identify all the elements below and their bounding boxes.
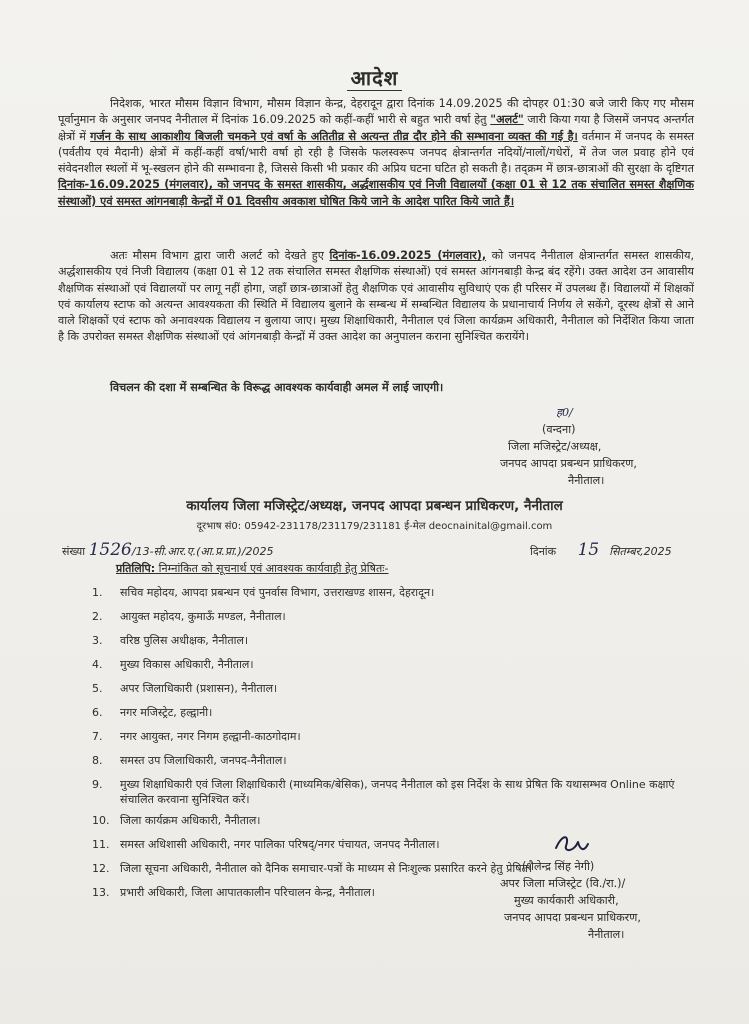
office-email: deocnainital@gmail.com (428, 521, 553, 532)
dm-signature-block (500, 404, 700, 489)
dispatch-number-handwritten: 1526 (88, 540, 132, 560)
list-item: 4. मुख्य विकास अधिकारी, नैनीताल। (92, 658, 254, 671)
list-item: 5. अपर जिलाधिकारी (प्रशासन), नैनीताल। (92, 682, 278, 695)
list-item: 1. सचिव महोदय, आपदा प्रबन्धन एवं पुनर्वास विभाग, उत्तराखण्ड शासन, देहरादून। (92, 586, 435, 599)
adm-name: (शैलेन्द्र सिंह नेगी) (522, 860, 595, 873)
adm-title-2: मुख्य कार्यकारी अधिकारी, (514, 894, 619, 907)
signer-place: नैनीताल। (568, 474, 605, 487)
signer-name: (वन्दना) (542, 423, 576, 436)
order-paragraph-3: विचलन की दशा में सम्बन्धित के विरूद्ध आवश्यक कार्यवाही अमल में लाई जाएगी। (110, 381, 444, 394)
order-title: आदेश (0, 64, 749, 91)
signed-mark: ह0/ (556, 406, 573, 419)
list-item: 9. मुख्य शिक्षाधिकारी एवं जिला शिक्षाधिकारी (माध्यमिक/बेसिक), जनपद नैनीताल को इस निर्देश के साथ प्रेषित कि यथासम्भव Online कक्षाएं संचालित करवाना सुनिश्चित करें। (92, 778, 675, 806)
dispatch-date-handwritten: 15 (577, 540, 600, 560)
dispatch-number: संख्या 1526/13-सी.आर.ए.(आ.प्र.प्रा.)/2025 (62, 540, 274, 560)
adm-title-3: जनपद आपदा प्रबन्धन प्राधिकरण, (504, 911, 641, 924)
adm-title-1: अपर जिला मजिस्ट्रेट (वि./रा.)/ (500, 877, 626, 890)
order-paragraph-1: निदेशक, भारत मौसम विज्ञान विभाग, मौसम विज्ञान केन्द्र, देहरादून द्वारा दिनांक 14.09.2025 की दोपहर 01:30 बजे जारी किए गए मौसम पूर्वानुमान के अनुसार जनपद नैनीताल में दिनांक 16.09.2025 को कहीं-कहीं भारी से बहुत भारी वर्षा हेतु "अलर्ट" जारी किया गया है जिसमें जनपद अन्तर्गत क्षेत्रों में गर्जन के साथ आकाशीय बिजली चमकने एवं वर्षा के अतितीव्र से अत्यन्त तीव्र दौर होने की सम्भावना व्यक्त की गई है। वर्तमान में जनपद के समस्त (पर्वतीय एवं मैदानी) क्षेत्रों में कहीं-कहीं वर्षा/भारी वर्षा हो रही है जिसके फलस्वरूप जनपद क्षेत्रान्तर्गत नदियों/नालों/गधेरों, में तेज जल प्रवाह होने एवं संवेदनशील स्थलों में भू-स्खलन होने की सम्भावना है, जिससे किसी भी प्रकार की अप्रिय घटना घटित हो सकती है। तद्क्रम में छात्र-छात्राओं की सुरक्षा के दृष्टिगत दिनांक-16.09.2025 (मंगलवार), को जनपद के समस्त शासकीय, अर्द्धशासकीय एवं निजी विद्यालयों (कक्षा 01 से 12 तक संचालित समस्त शैक्षणिक संस्थाओं) एवं समस्त आंगनबाड़ी केन्द्रों में 01 दिवसीय अवकाश घोषित किये जाने के आदेश पारित किये जाते हैं। (58, 97, 694, 208)
list-item: 12. जिला सूचना अधिकारी, नैनीताल को दैनिक समाचार-पत्रों के माध्यम से निःशुल्क प्रसारित करने हेतु प्रेषित। (92, 862, 533, 875)
list-item: 7. नगर आयुक्त, नगर निगम हल्द्वानी-काठगोदाम। (92, 730, 301, 743)
signer-title-1: जिला मजिस्ट्रेट/अध्यक्ष, (508, 440, 602, 453)
signature-scribble (552, 830, 592, 858)
adm-place: नैनीताल। (588, 928, 625, 941)
order-paragraph-2: अतः मौसम विभाग द्वारा जारी अलर्ट को देखते हुए दिनांक-16.09.2025 (मंगलवार), को जनपद नैनीताल क्षेत्रान्तर्गत समस्त शासकीय, अर्द्धशासकीय एवं निजी विद्यालय (कक्षा 01 से 12 तक संचालित समस्त शैक्षणिक संस्थाओं) एवं समस्त आंगनबाड़ी केन्द्र बंद रहेंगे। उक्त आदेश उन आवासीय शैक्षणिक संस्थाओं एवं विद्यालयों पर लागू नहीं होगा, जहाँ छात्र-छात्राओं हेतु शैक्षणिक एवं आवासीय सुविधाएं एक ही परिसर में उपलब्ध हैं। विद्यालयों में शिक्षकों एवं कार्यालय स्टाफ को अत्यन्त आवश्यकता की स्थिति में विद्यालय बुलाने के सम्बन्ध में सम्बन्धित विद्यालय के प्रधानाचार्य निर्णय ले सकेंगे, दूरस्थ क्षेत्रों से आने वाले शिक्षकों एवं स्टाफ को अनावश्यक विद्यालय न बुलाया जाए। मुख्य शिक्षाधिकारी, नैनीताल एवं जिला कार्यक्रम अधिकारी, नैनीताल को निर्देशित किया जाता है कि उपरोक्त समस्त शैक्षणिक संस्थाओं एवं आंगनबाड़ी केन्द्रों में उक्त आदेश का अनुपालन कराना सुनिश्चित करायेंगे। (58, 249, 695, 344)
office-contact: दूरभाष सं0: 05942-231178/231179/231181 ई-मेल deocnainital@gmail.com (196, 521, 553, 532)
list-item: 2. आयुक्त महोदय, कुमाऊँ मण्डल, नैनीताल। (92, 610, 286, 623)
signer-title-2: जनपद आपदा प्रबन्धन प्राधिकरण, (500, 457, 637, 470)
list-item: 10. जिला कार्यक्रम अधिकारी, नैनीताल। (92, 814, 261, 827)
list-item: 13. प्रभारी अधिकारी, जिला आपातकालीन परिचालन केन्द्र, नैनीताल। (92, 886, 375, 899)
office-heading: कार्यालय जिला मजिस्ट्रेट/अध्यक्ष, जनपद आपदा प्रबन्धन प्राधिकरण, नैनीताल (186, 498, 563, 514)
copy-intro: प्रतिलिपि: निम्नांकित को सूचनार्थ एवं आवश्यक कार्यवाही हेतु प्रेषितः- (116, 562, 389, 575)
list-item: 3. वरिष्ठ पुलिस अधीक्षक, नैनीताल। (92, 634, 249, 647)
list-item: 11. समस्त अधिशासी अधिकारी, नगर पालिका परिषद्/नगर पंचायत, जनपद नैनीताल। (92, 838, 440, 851)
list-item: 6. नगर मजिस्ट्रेट, हल्द्वानी। (92, 706, 213, 719)
dispatch-date: दिनांक 15 सितम्बर,2025 (530, 540, 672, 560)
list-item: 8. समस्त उप जिलाधिकारी, जनपद-नैनीताल। (92, 754, 287, 767)
adm-signature-block (500, 858, 720, 943)
